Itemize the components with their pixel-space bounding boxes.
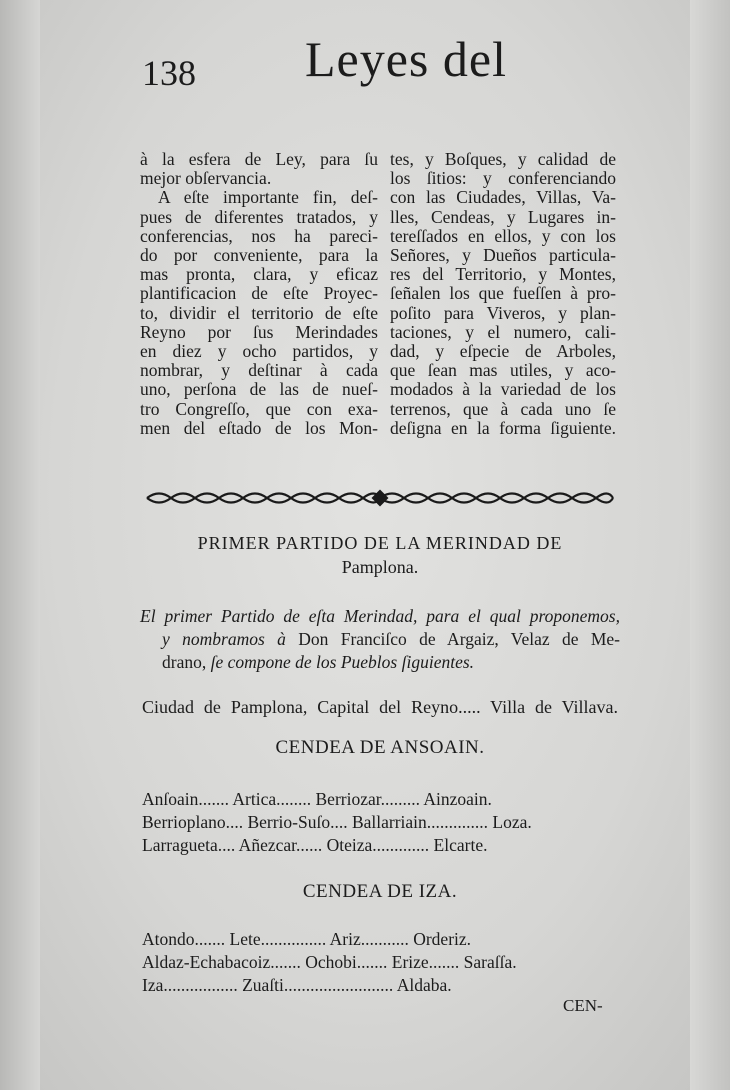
text-line: mas pronta, clara, y eficaz bbox=[140, 264, 378, 285]
text-line: tro Congreſſo, que con exa- bbox=[140, 398, 378, 419]
text-line: à la esfera de Ley, para ſu bbox=[140, 149, 378, 169]
text-line: to, dividir el territorio de eſte bbox=[140, 302, 378, 323]
text-line: do por conveniente, para la bbox=[140, 245, 378, 266]
text-line: pues de diferentes tratados, y bbox=[140, 206, 378, 227]
text-line: los ſitios: y conferenciando bbox=[390, 168, 616, 189]
roman-text: Don Franciſco de Argaiz, Velaz de Me- bbox=[285, 629, 620, 649]
intro-paragraph bbox=[140, 605, 620, 674]
section-heading-continued: Pamplona. bbox=[341, 557, 419, 577]
cendea-ansoain-list bbox=[142, 788, 618, 857]
text-line: terrenos, que à cada uno ſe bbox=[390, 398, 616, 419]
town-row: Iza................. Zuaſti......................... Aldaba. bbox=[142, 975, 452, 995]
town-row: Aldaz-Echabacoiz....... Ochobi....... Erize....... Saraſſa. bbox=[142, 952, 517, 972]
catchword: CEN- bbox=[563, 996, 603, 1015]
cendea-ansoain-heading: CENDEA DE ANSOAIN. bbox=[275, 737, 485, 758]
text-line: dad, y eſpecie de Arboles, bbox=[390, 341, 616, 362]
text-line: poſito para Viveros, y plan- bbox=[390, 302, 616, 323]
left-column bbox=[140, 150, 378, 438]
text-line: tereſſados en ellos, y con los bbox=[390, 225, 616, 246]
page-edge-shadow-left bbox=[0, 0, 40, 1090]
text-line: Reyno por ſus Merindades bbox=[140, 321, 378, 342]
page-edge-shadow-right bbox=[690, 0, 730, 1090]
text-line: con las Ciudades, Villas, Va- bbox=[390, 187, 616, 208]
town-row: Larragueta.... Añezcar...... Oteiza............. Elcarte. bbox=[142, 835, 488, 855]
text-line: A eſte importante fin, deſ- bbox=[158, 187, 378, 208]
text-line: tes, y Boſques, y calidad de bbox=[390, 149, 616, 169]
text-line: plantificacion de eſte Proyec- bbox=[140, 283, 378, 304]
text-line: deſigna en la forma ſiguiente. bbox=[390, 417, 616, 438]
town-row: Atondo....... Lete............... Ariz........... Orderiz. bbox=[142, 929, 472, 949]
cendea-iza-heading: CENDEA DE IZA. bbox=[302, 881, 458, 902]
text-line: nombrar, y deſtinar à cada bbox=[140, 360, 378, 381]
text-line: men del eſtado de los Mon- bbox=[140, 417, 378, 438]
text-line bbox=[140, 605, 620, 628]
italic-text: ſe compone de los Pueblos ſiguientes. bbox=[210, 652, 475, 672]
text-line: lles, Cendeas, y Lugares in- bbox=[390, 206, 616, 227]
text-line bbox=[140, 628, 620, 651]
ciudad-line: Ciudad de Pamplona, Capital del Reyno..... Villa de Villava. bbox=[142, 697, 618, 717]
text-line: conferencias, nos ha pareci- bbox=[140, 225, 378, 246]
section-heading: PRIMER PARTIDO DE LA MERINDAD DE bbox=[197, 533, 563, 553]
text-line: res del Territorio, y Montes, bbox=[390, 264, 616, 285]
text-line: en diez y ocho partidos, y bbox=[140, 341, 378, 362]
text-line: ſeñalen los que fueſſen à pro- bbox=[390, 283, 616, 304]
town-row: Anſoain....... Artica........ Berriozar......... Ainzoain. bbox=[142, 789, 492, 809]
ornamental-divider bbox=[145, 488, 615, 508]
text-line: Señores, y Dueños particula- bbox=[390, 245, 616, 266]
roman-text: drano, bbox=[162, 652, 211, 672]
text-line: mejor obſervancia. bbox=[140, 168, 272, 189]
text-line: uno, perſona de las de nueſ- bbox=[140, 379, 378, 400]
italic-text: y nombramos à bbox=[162, 629, 286, 649]
page-number: 138 bbox=[142, 53, 196, 93]
italic-text: El primer Partido de eſta Merindad, para el qual proponemos, bbox=[140, 606, 620, 626]
cendea-iza-list bbox=[142, 928, 618, 997]
text-line bbox=[140, 651, 620, 674]
running-head: Leyes del bbox=[305, 31, 507, 87]
text-line: modados à la variedad de los bbox=[390, 379, 616, 400]
town-row: Berrioplano.... Berrio-Suſo.... Ballarriain.............. Loza. bbox=[142, 812, 532, 832]
right-column bbox=[390, 150, 616, 438]
text-line: que ſean mas utiles, y aco- bbox=[390, 360, 616, 381]
text-line: taciones, y el numero, cali- bbox=[390, 321, 616, 342]
